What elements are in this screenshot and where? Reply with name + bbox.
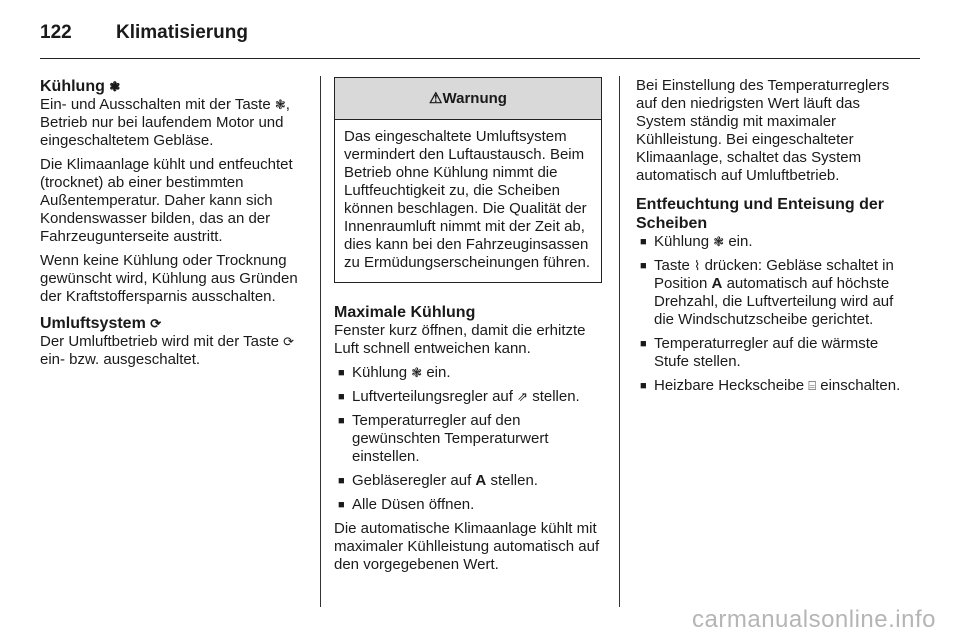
snowflake-icon: ❃ [109, 79, 121, 94]
list-item: ■ Alle Düsen öffnen. [338, 496, 602, 514]
list-item: ■ Kühlung ❃ ein. [640, 233, 906, 251]
snowflake-icon: ❃ [713, 234, 725, 249]
defrost-steps-list [636, 233, 906, 395]
warning-text: Das eingeschaltete Umluftsystem vermindert den Luftaustausch. Beim Betrieb ohne Kühlung nimmt die Luftfeuchtigkeit zu, die Scheiben können beschlagen. Die Qualität der Innenraumluft nimmt mit der Zeit ab, dies kann bei den Fahrzeuginsassen zu Ermüdungserscheinungen führen. [344, 128, 590, 271]
warning-header [335, 78, 601, 120]
max-intro: Fenster kurz öffnen, damit die erhitzte Luft schnell entweichen kann. [334, 322, 586, 357]
warning-title: Warnung [442, 90, 507, 107]
air-distribution-icon: ⇗ [517, 389, 529, 404]
list-item: ■ Taste ⌇ drücken: Gebläse schaltet in Position A automatisch auf höchste Drehzahl, die Luftverteilung wird auf die Windschutzscheibe gerichtet. [640, 257, 906, 329]
max-steps-list [334, 364, 602, 514]
kuehlung-paragraph-3: Wenn keine Kühlung oder Trocknung gewünscht wird, Kühlung aus Gründen der Kraftstoffersparnis ausschalten. [40, 252, 298, 305]
column-divider-1 [320, 76, 321, 607]
section-title-entfeuchtung: Entfeuchtung und Enteisung der Scheiben [636, 196, 884, 232]
list-item: ■ Gebläseregler auf A stellen. [338, 472, 602, 490]
column-left [40, 77, 306, 375]
snowflake-icon: ❃ [274, 97, 286, 112]
warning-box [334, 77, 602, 283]
page-number: 122 [40, 22, 72, 43]
page-title: Klimatisierung [116, 22, 248, 43]
rear-window-heater-icon: ⌸ [808, 378, 817, 393]
column-right [636, 77, 906, 401]
snowflake-icon: ❃ [411, 365, 423, 380]
recirculation-icon: ⟳ [150, 316, 162, 331]
recirculation-icon: ⟳ [283, 334, 295, 349]
page-header [40, 22, 248, 44]
list-item: ■ Kühlung ❃ ein. [338, 364, 602, 382]
section-title-kuehlung: Kühlung ❃ [40, 78, 121, 95]
list-item: ■ Luftverteilungsregler auf ⇗ stellen. [338, 388, 602, 406]
windshield-defrost-icon: ⌇ [694, 258, 701, 273]
section-title-umluft: Umluftsystem ⟳ [40, 315, 162, 332]
temperature-paragraph: Bei Einstellung des Temperaturreglers auf den niedrigsten Wert läuft das System ständig mit maximaler Kühlleistung. Bei eingeschalteter Klimaanlage, schaltet das System automatisch auf Umluftbetrieb. [636, 77, 890, 184]
kuehlung-paragraph-1: Ein- und Ausschalten mit der Taste ❃, Betrieb nur bei laufendem Motor und eingeschaltetem Gebläse. [40, 96, 290, 149]
column-middle [334, 77, 602, 580]
max-outro: Die automatische Klimaanlage kühlt mit maximaler Kühlleistung automatisch auf den vorgegebenen Wert. [334, 520, 600, 573]
warning-icon: ⚠ [429, 90, 443, 107]
list-item: ■ Temperaturregler auf den gewünschten Temperaturwert einstellen. [338, 412, 602, 466]
watermark: carmanualsonline.info [692, 606, 936, 633]
header-rule [40, 58, 920, 59]
list-item: ■ Temperaturregler auf die wärmste Stufe stellen. [640, 335, 906, 371]
umluft-paragraph: Der Umluftbetrieb wird mit der Taste ⟳ ein- bzw. ausgeschaltet. [40, 333, 295, 368]
kuehlung-paragraph-2: Die Klimaanlage kühlt und entfeuchtet (trocknet) ab einer bestimmten Außentemperatur. Daher kann sich Kondenswasser bilden, das an der Fahrzeugunterseite austritt. [40, 156, 293, 245]
section-title-maximale-kuehlung: Maximale Kühlung [334, 304, 476, 321]
list-item: ■ Heizbare Heckscheibe ⌸ einschalten. [640, 377, 906, 395]
column-divider-2 [619, 76, 620, 607]
